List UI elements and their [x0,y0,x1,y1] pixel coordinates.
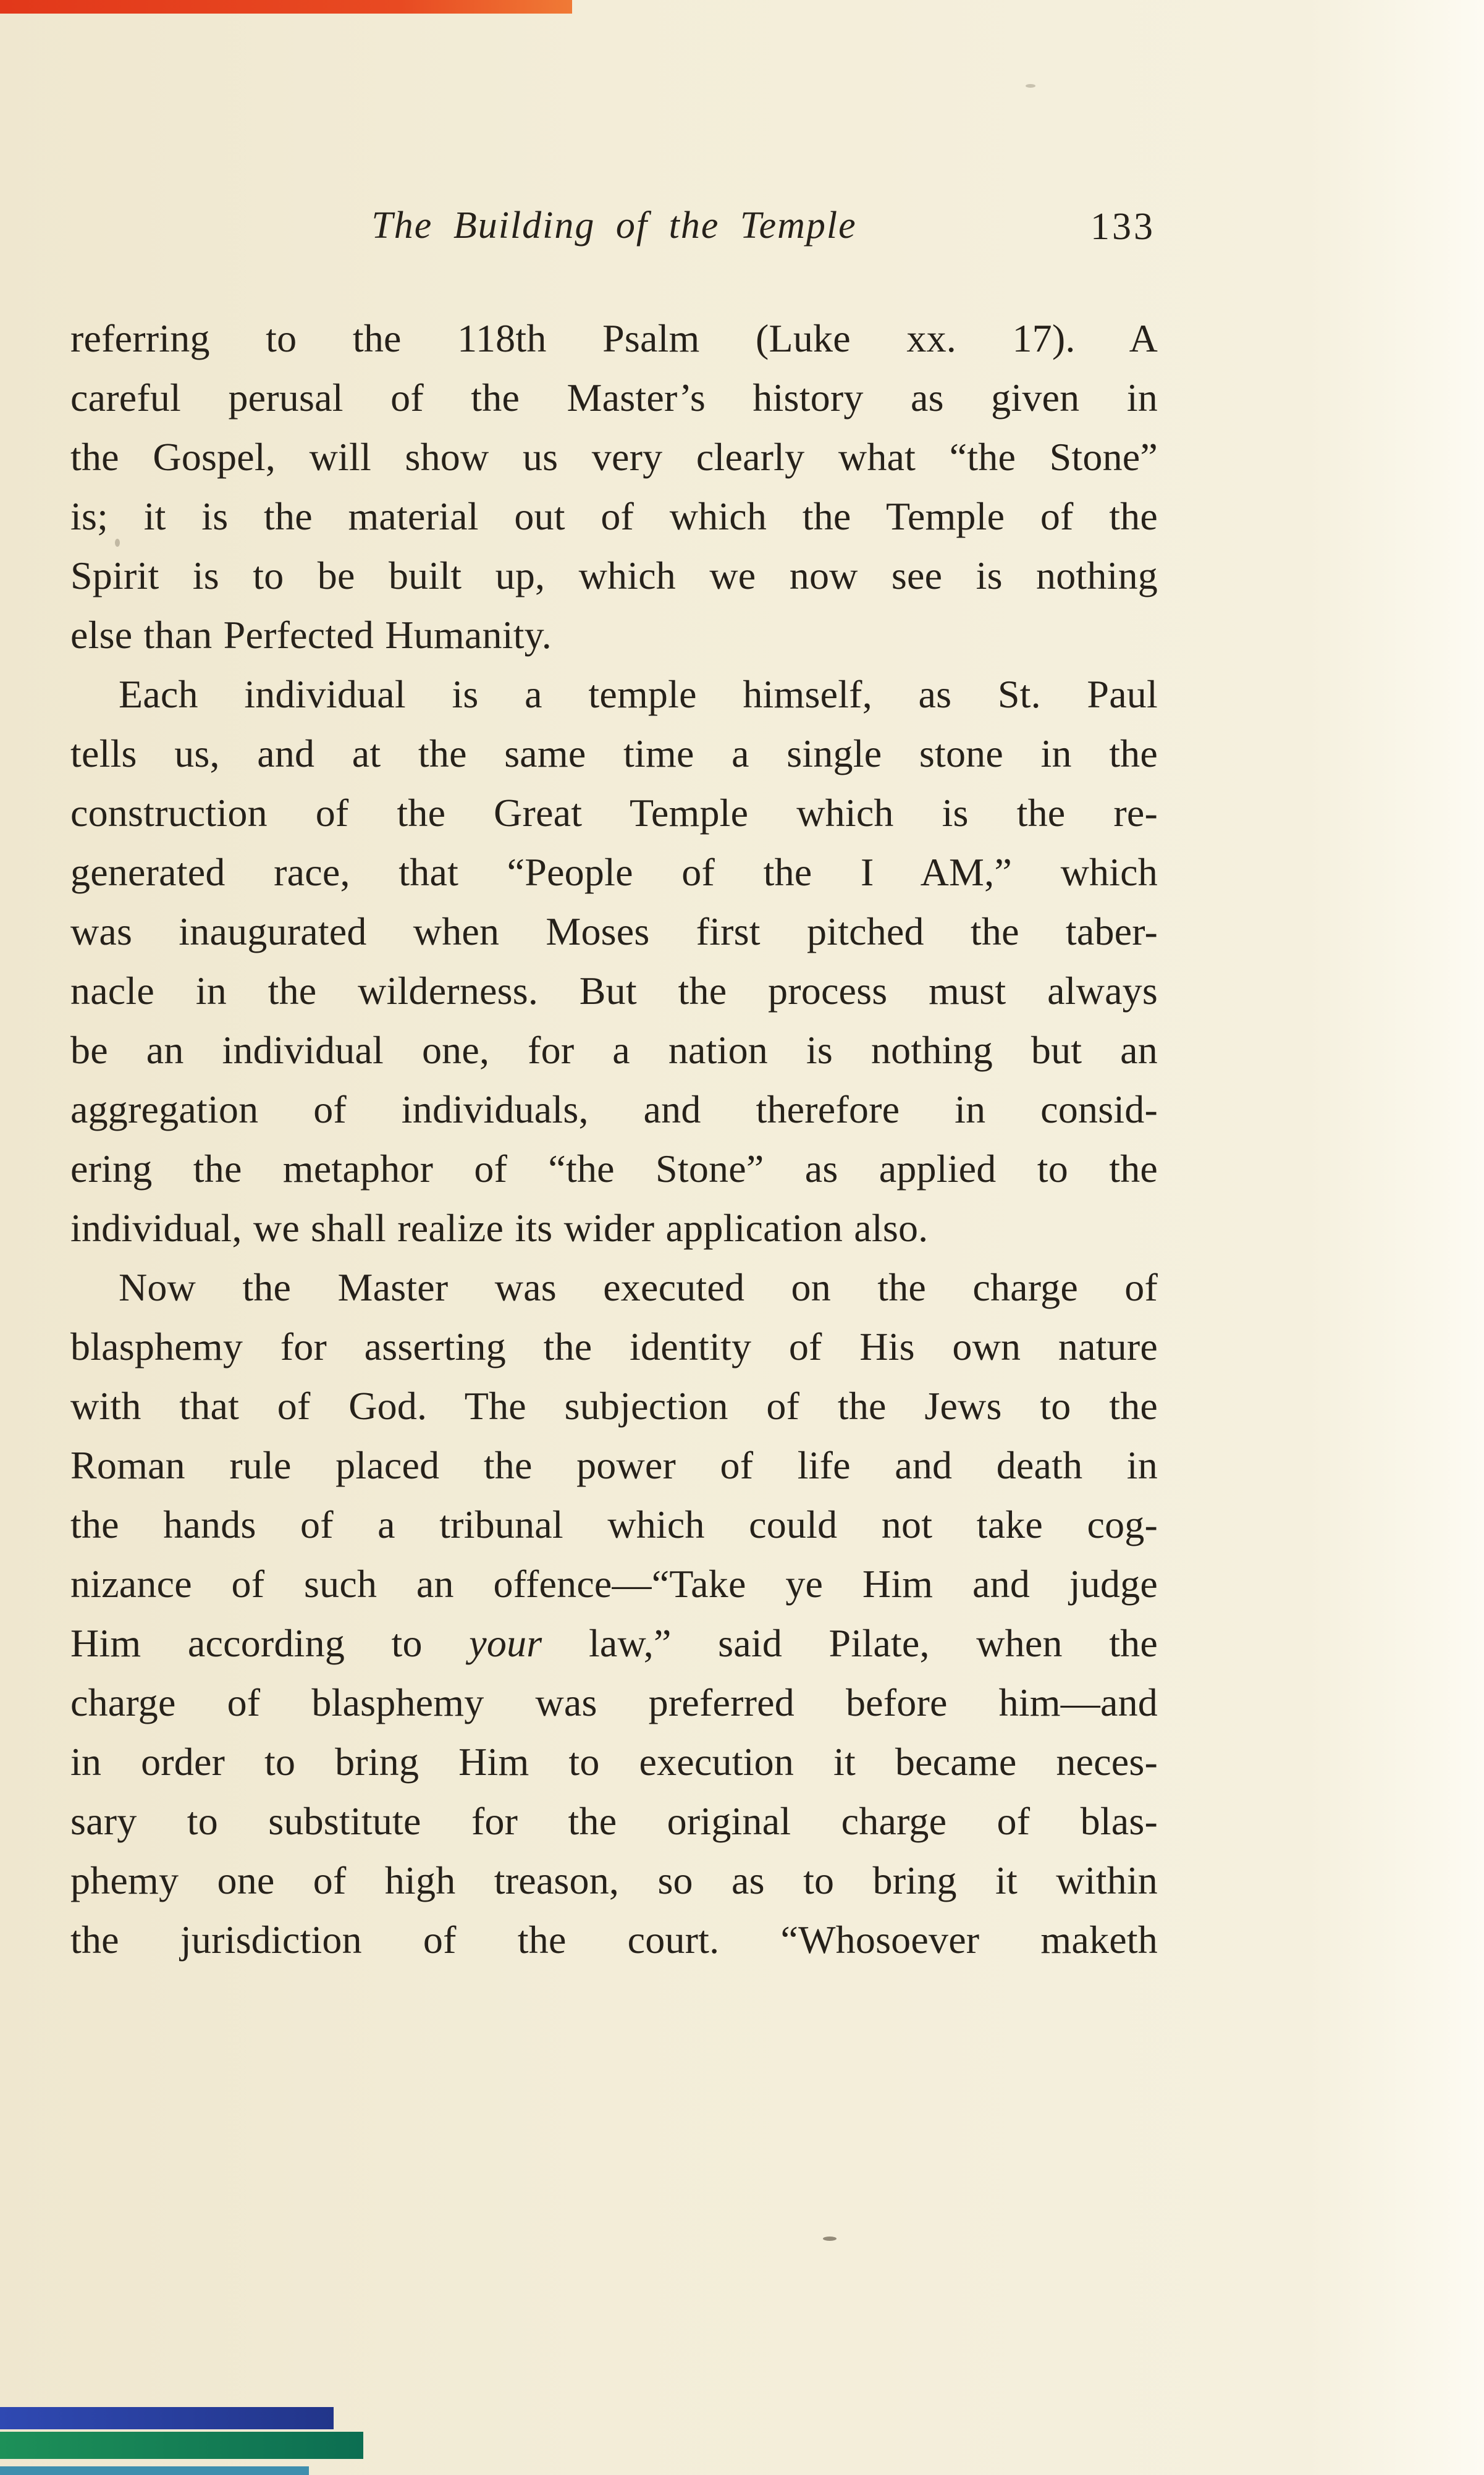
running-header [70,204,1158,253]
text-line: aggregation of individuals, and therefore in consid- [70,1087,1158,1131]
scan-artifact-top-red-bar [0,0,572,14]
text-line: Now the Master was executed on the charge of [119,1265,1158,1309]
page-number: 133 [1090,206,1155,248]
text-line: generated race, that “People of the I AM,” which [70,850,1158,894]
text-line: phemy one of high treason, so as to bring it within [70,1858,1158,1902]
text-line: the jurisdiction of the court. “Whosoever maketh [70,1918,1158,1962]
body-text [70,309,1158,1970]
text-line: the Gospel, will show us very clearly what “the Stone” [70,435,1158,479]
text-line: with that of God. The subjection of the Jews to the [70,1384,1158,1428]
text-line: Roman rule placed the power of life and death in [70,1443,1158,1487]
text-line: be an individual one, for a nation is nothing but an [70,1028,1158,1072]
text-line: blasphemy for asserting the identity of His own nature [70,1325,1158,1368]
scan-speck [1026,84,1035,88]
text-line: referring to the 118th Psalm (Luke xx. 17). A [70,316,1158,360]
scan-artifact-bottom-green-bar [0,2432,363,2459]
text-line: in order to bring Him to execution it became neces- [70,1740,1158,1784]
text-line: tells us, and at the same time a single stone in the [70,732,1158,775]
text-line: nizance of such an offence—“Take ye Him and judge [70,1562,1158,1606]
scan-speck [823,2237,837,2241]
text-line: ering the metaphor of “the Stone” as applied to the [70,1147,1158,1191]
text-segment: Him according to [70,1621,470,1665]
text-line: nacle in the wilderness. But the process must always [70,969,1158,1013]
chapter-title: The Building of the Temple [371,204,857,247]
text-line: else than Perfected Humanity. [70,613,552,657]
text-line: Spirit is to be built up, which we now see is nothing [70,554,1158,597]
text-line: Each individual is a temple himself, as St. Paul [119,672,1158,716]
text-line: sary to substitute for the original charge of blas- [70,1799,1158,1843]
text-line: charge of blasphemy was preferred before him—and [70,1680,1158,1724]
text-line [70,1614,1158,1673]
scan-artifact-bottom-teal-bar [0,2466,309,2475]
text-line: was inaugurated when Moses first pitched the taber- [70,909,1158,953]
text-line: individual, we shall realize its wider application also. [70,1206,929,1250]
italic-word: your [469,1621,542,1665]
scan-artifact-bottom-blue-bar [0,2407,334,2429]
text-segment: law,” said Pilate, when the [542,1621,1158,1665]
text-line: careful perusal of the Master’s history as given in [70,376,1158,420]
text-line: the hands of a tribunal which could not take cog- [70,1503,1158,1546]
text-line: construction of the Great Temple which is the re- [70,791,1158,835]
text-block [70,204,1158,1970]
text-line: is; it is the material out of which the Temple of the [70,494,1158,538]
